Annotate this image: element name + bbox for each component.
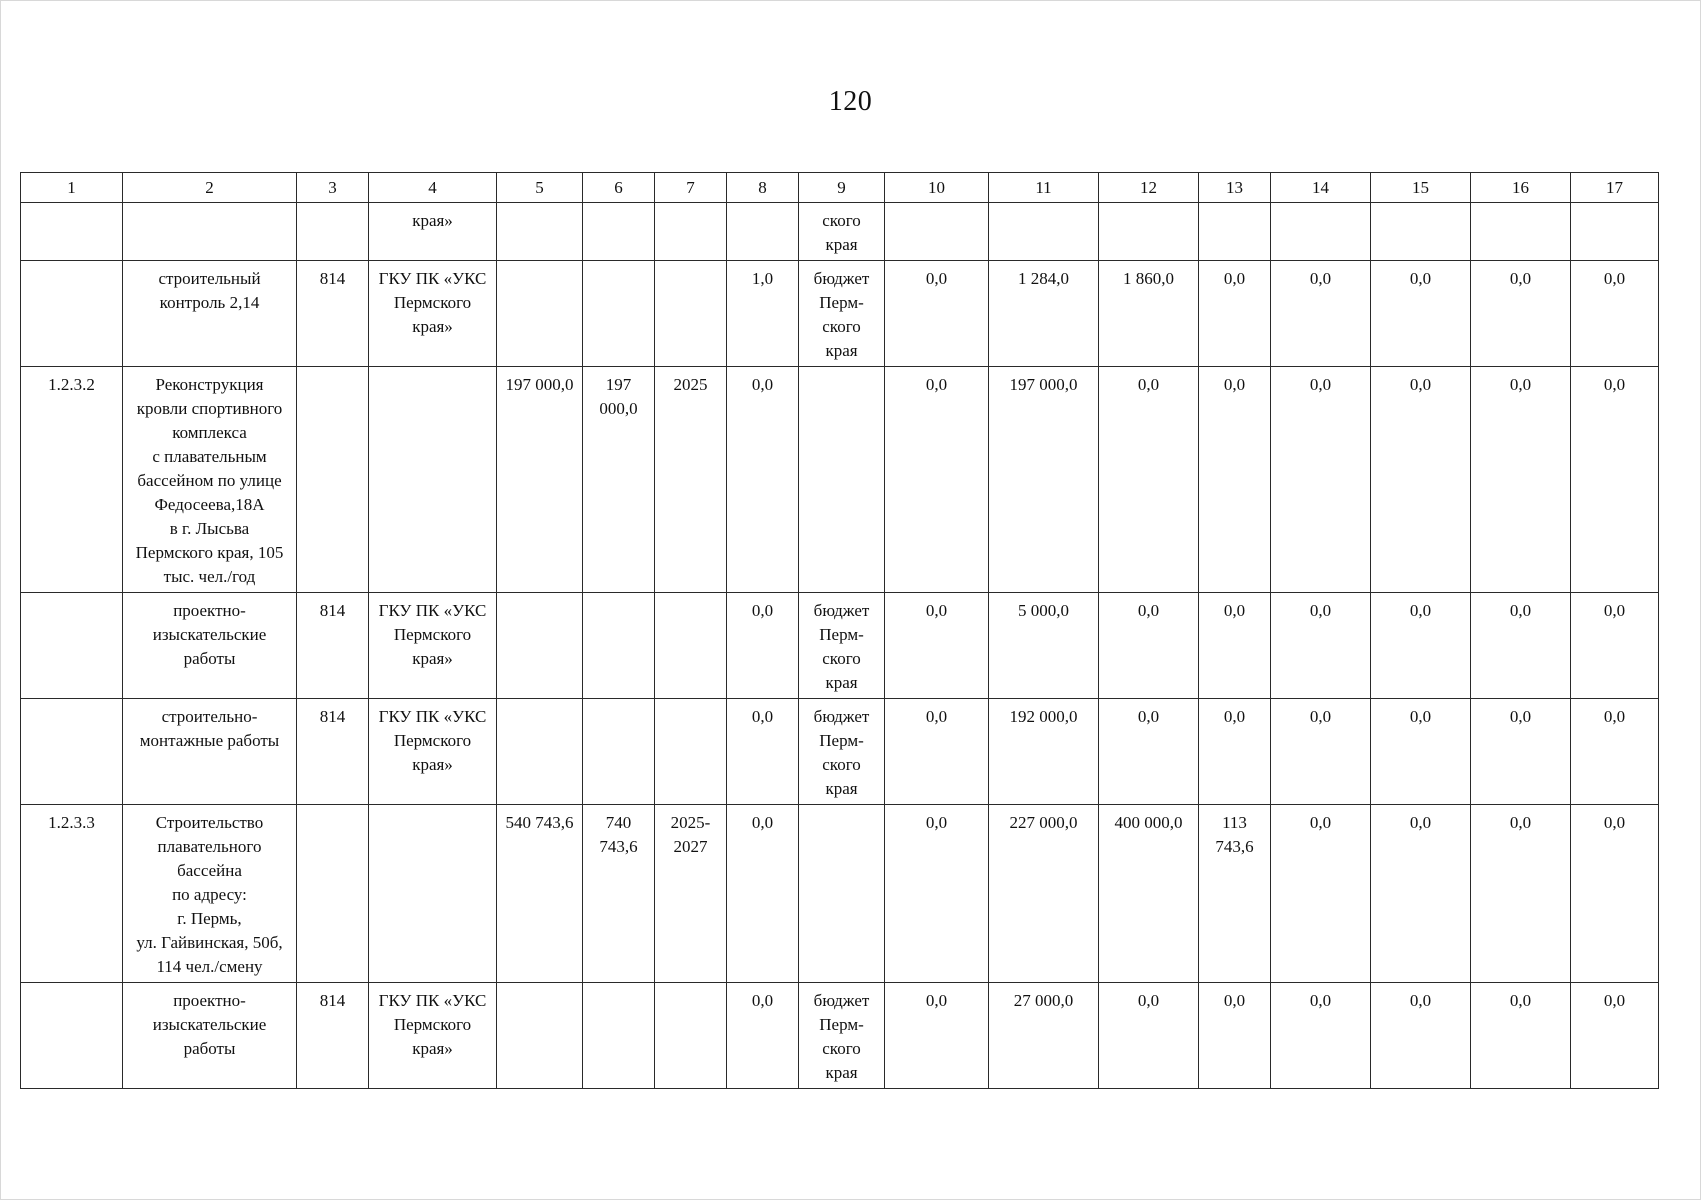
table-cell (369, 367, 497, 593)
table-cell (799, 261, 885, 367)
cell-text: 0,0 (925, 991, 948, 1010)
table-cell (1271, 593, 1371, 699)
table-row (21, 261, 1659, 367)
table-cell (123, 593, 297, 699)
table-cell (583, 699, 655, 805)
cell-text: 0,0 (1603, 813, 1626, 832)
cell-text: 0,0 (1509, 269, 1532, 288)
cell-text: 197 000,0 (599, 375, 638, 418)
cell-text: 0,0 (1223, 375, 1246, 394)
table-cell (799, 367, 885, 593)
table-cell (1471, 261, 1571, 367)
cell-text: 0,0 (1137, 375, 1160, 394)
table-cell (21, 261, 123, 367)
table-cell (497, 203, 583, 261)
cell-text: строительный контроль 2,14 (158, 269, 261, 312)
cell-text: 0,0 (1309, 813, 1332, 832)
table-cell (655, 805, 727, 983)
table-cell (885, 261, 989, 367)
column-header: 10 (885, 173, 989, 203)
table-cell (583, 593, 655, 699)
cell-text: 0,0 (1409, 375, 1432, 394)
cell-text: 0,0 (1223, 601, 1246, 620)
cell-text: 814 (319, 707, 346, 726)
table-cell (1199, 699, 1271, 805)
cell-text: 740 743,6 (599, 813, 638, 856)
table-cell (655, 367, 727, 593)
table-cell (989, 983, 1099, 1089)
table-cell (1271, 699, 1371, 805)
table-cell (497, 367, 583, 593)
table-cell (989, 593, 1099, 699)
column-header: 16 (1471, 173, 1571, 203)
column-header: 5 (497, 173, 583, 203)
column-header: 7 (655, 173, 727, 203)
column-header: 6 (583, 173, 655, 203)
table-row (21, 203, 1659, 261)
table-cell (1571, 805, 1659, 983)
table-cell (21, 593, 123, 699)
table-body (21, 203, 1659, 1089)
cell-text: 0,0 (1409, 813, 1432, 832)
column-header: 8 (727, 173, 799, 203)
table-cell (369, 699, 497, 805)
table-cell (1271, 203, 1371, 261)
table-cell (655, 203, 727, 261)
table-cell (1199, 593, 1271, 699)
cell-text: 0,0 (1509, 707, 1532, 726)
table-cell (989, 699, 1099, 805)
cell-text: бюджет Перм- ского края (813, 269, 870, 360)
table-cell (297, 593, 369, 699)
cell-text: 2025- 2027 (670, 813, 711, 856)
cell-text: 1 284,0 (1018, 269, 1069, 288)
table-cell (123, 699, 297, 805)
table-cell (1371, 983, 1471, 1089)
table-cell (1571, 983, 1659, 1089)
cell-text: 814 (319, 601, 346, 620)
cell-text: строительно- монтажные работы (139, 707, 280, 750)
table-cell (1199, 367, 1271, 593)
column-header: 2 (123, 173, 297, 203)
table-cell (1571, 593, 1659, 699)
cell-text: 192 000,0 (1009, 707, 1078, 726)
cell-text: 0,0 (1309, 707, 1332, 726)
cell-text: 814 (319, 269, 346, 288)
table-cell (583, 203, 655, 261)
cell-text: 1,0 (751, 269, 774, 288)
table-cell (1199, 261, 1271, 367)
cell-text: ГКУ ПК «УКС Пермского края» (378, 269, 487, 336)
table-cell (989, 203, 1099, 261)
cell-text: 814 (319, 991, 346, 1010)
cell-text: 1.2.3.2 (48, 375, 95, 394)
cell-text: ГКУ ПК «УКС Пермского края» (378, 707, 487, 774)
table-cell (655, 593, 727, 699)
cell-text: 0,0 (1409, 707, 1432, 726)
cell-text: 0,0 (1603, 991, 1626, 1010)
cell-text: 0,0 (1309, 375, 1332, 394)
table-cell (885, 593, 989, 699)
table-cell (799, 983, 885, 1089)
column-header: 4 (369, 173, 497, 203)
table-cell (497, 699, 583, 805)
cell-text: 0,0 (751, 375, 774, 394)
table-header-row (21, 173, 1659, 203)
table-cell (21, 699, 123, 805)
cell-text: проектно- изыскательские работы (152, 601, 267, 668)
table-cell (885, 699, 989, 805)
cell-text: 197 000,0 (505, 375, 574, 394)
table-cell (655, 261, 727, 367)
table-cell (727, 983, 799, 1089)
table-cell (989, 805, 1099, 983)
table-cell (123, 367, 297, 593)
table-cell (1099, 983, 1199, 1089)
table-cell (21, 203, 123, 261)
cell-text: 0,0 (1309, 269, 1332, 288)
cell-text: ского края (822, 211, 861, 254)
table-cell (799, 593, 885, 699)
table-cell (1371, 261, 1471, 367)
cell-text: 0,0 (1603, 375, 1626, 394)
table-cell (1199, 983, 1271, 1089)
cell-text: 0,0 (1223, 707, 1246, 726)
table-row (21, 593, 1659, 699)
cell-text: ГКУ ПК «УКС Пермского края» (378, 601, 487, 668)
table-cell (21, 983, 123, 1089)
cell-text: 0,0 (1509, 601, 1532, 620)
column-header: 14 (1271, 173, 1371, 203)
column-header: 12 (1099, 173, 1199, 203)
table-cell (655, 699, 727, 805)
cell-text: 2025 (673, 375, 708, 394)
column-header: 1 (21, 173, 123, 203)
cell-text: 0,0 (925, 813, 948, 832)
cell-text: 1.2.3.3 (48, 813, 95, 832)
table-cell (989, 261, 1099, 367)
cell-text: 0,0 (925, 707, 948, 726)
table-cell (497, 983, 583, 1089)
table-cell (727, 367, 799, 593)
cell-text: 197 000,0 (1009, 375, 1078, 394)
table-cell (727, 203, 799, 261)
cell-text: 0,0 (925, 601, 948, 620)
column-header: 13 (1199, 173, 1271, 203)
table-cell (123, 203, 297, 261)
table-row (21, 805, 1659, 983)
table-cell (727, 699, 799, 805)
cell-text: 0,0 (1509, 813, 1532, 832)
table-cell (1271, 261, 1371, 367)
cell-text: 0,0 (1509, 375, 1532, 394)
column-header: 17 (1571, 173, 1659, 203)
cell-text: Реконструкция кровли спортивного комплекса с плавательным бассейном по улице Федосеева,18А в г. Лысьва Пермского края, 105 тыс. чел./год (135, 375, 284, 586)
table-cell (1571, 367, 1659, 593)
table-cell (21, 367, 123, 593)
table-cell (885, 203, 989, 261)
cell-text: 0,0 (1223, 269, 1246, 288)
cell-text: 0,0 (925, 269, 948, 288)
cell-text: Строительство плавательного бассейна по адресу: г. Пермь, ул. Гайвинская, 50б, 114 чел./смену (136, 813, 283, 976)
table-cell (369, 203, 497, 261)
table-cell (1571, 203, 1659, 261)
cell-text: 0,0 (1603, 707, 1626, 726)
table-row (21, 699, 1659, 805)
table-cell (1371, 367, 1471, 593)
cell-text: 0,0 (751, 991, 774, 1010)
cell-text: 0,0 (1223, 991, 1246, 1010)
cell-text: 0,0 (751, 813, 774, 832)
cell-text: 540 743,6 (505, 813, 574, 832)
table-cell (21, 805, 123, 983)
table-cell (497, 593, 583, 699)
cell-text: 0,0 (751, 601, 774, 620)
cell-text: бюджет Перм- ского края (813, 991, 870, 1082)
page-number: 120 (828, 86, 873, 117)
table-cell (1371, 699, 1471, 805)
table-cell (1571, 699, 1659, 805)
table-cell (1471, 203, 1571, 261)
cell-text: 0,0 (1509, 991, 1532, 1010)
table-cell (297, 699, 369, 805)
table-cell (1271, 805, 1371, 983)
cell-text: 0,0 (1137, 991, 1160, 1010)
table-cell (297, 261, 369, 367)
cell-text: 0,0 (1137, 707, 1160, 726)
cell-text: 0,0 (1409, 991, 1432, 1010)
table-cell (1099, 593, 1199, 699)
table-cell (799, 805, 885, 983)
table-cell (1571, 261, 1659, 367)
column-header: 15 (1371, 173, 1471, 203)
table-cell (583, 805, 655, 983)
column-header: 9 (799, 173, 885, 203)
table-cell (1371, 805, 1471, 983)
cell-text: ГКУ ПК «УКС Пермского края» (378, 991, 487, 1058)
table-cell (1099, 367, 1199, 593)
table-cell (297, 983, 369, 1089)
cell-text: 0,0 (925, 375, 948, 394)
table-cell (369, 983, 497, 1089)
cell-text: 0,0 (1603, 269, 1626, 288)
table-cell (885, 805, 989, 983)
table-cell (1099, 699, 1199, 805)
table-cell (727, 261, 799, 367)
table-cell (799, 699, 885, 805)
cell-text: 0,0 (1409, 601, 1432, 620)
table-cell (583, 261, 655, 367)
table-cell (1371, 203, 1471, 261)
table-cell (497, 261, 583, 367)
table-cell (1471, 805, 1571, 983)
table-row (21, 367, 1659, 593)
cell-text: 0,0 (751, 707, 774, 726)
table-cell (1471, 699, 1571, 805)
table-cell (1099, 203, 1199, 261)
cell-text: 0,0 (1309, 601, 1332, 620)
table-cell (1471, 593, 1571, 699)
table-cell (297, 203, 369, 261)
table-cell (1099, 805, 1199, 983)
table-cell (369, 261, 497, 367)
cell-text: 227 000,0 (1009, 813, 1078, 832)
column-header: 3 (297, 173, 369, 203)
cell-text: проектно- изыскательские работы (152, 991, 267, 1058)
table-cell (1371, 593, 1471, 699)
table-cell (497, 805, 583, 983)
data-table (20, 172, 1659, 1089)
table-cell (123, 261, 297, 367)
table-cell (885, 367, 989, 593)
cell-text: 0,0 (1309, 991, 1332, 1010)
cell-text: 0,0 (1137, 601, 1160, 620)
cell-text: 0,0 (1409, 269, 1432, 288)
table-cell (1271, 983, 1371, 1089)
cell-text: края» (412, 211, 453, 230)
table-cell (297, 367, 369, 593)
cell-text: 5 000,0 (1018, 601, 1069, 620)
table-cell (583, 367, 655, 593)
table-cell (885, 983, 989, 1089)
table-cell (1199, 203, 1271, 261)
table-row (21, 983, 1659, 1089)
cell-text: 27 000,0 (1013, 991, 1074, 1010)
column-header: 11 (989, 173, 1099, 203)
table-cell (297, 805, 369, 983)
cell-text: 1 860,0 (1123, 269, 1174, 288)
table-cell (655, 983, 727, 1089)
table-cell (727, 805, 799, 983)
table-cell (583, 983, 655, 1089)
table-cell (123, 983, 297, 1089)
table-cell (369, 593, 497, 699)
cell-text: 0,0 (1603, 601, 1626, 620)
table-cell (1099, 261, 1199, 367)
cell-text: бюджет Перм- ского края (813, 707, 870, 798)
table-cell (799, 203, 885, 261)
table-cell (989, 367, 1099, 593)
table-cell (1471, 367, 1571, 593)
table-cell (369, 805, 497, 983)
table-cell (727, 593, 799, 699)
table-cell (123, 805, 297, 983)
table-cell (1271, 367, 1371, 593)
table-cell (1199, 805, 1271, 983)
table-cell (1471, 983, 1571, 1089)
cell-text: 113 743,6 (1215, 813, 1254, 856)
cell-text: 400 000,0 (1114, 813, 1183, 832)
cell-text: бюджет Перм- ского края (813, 601, 870, 692)
